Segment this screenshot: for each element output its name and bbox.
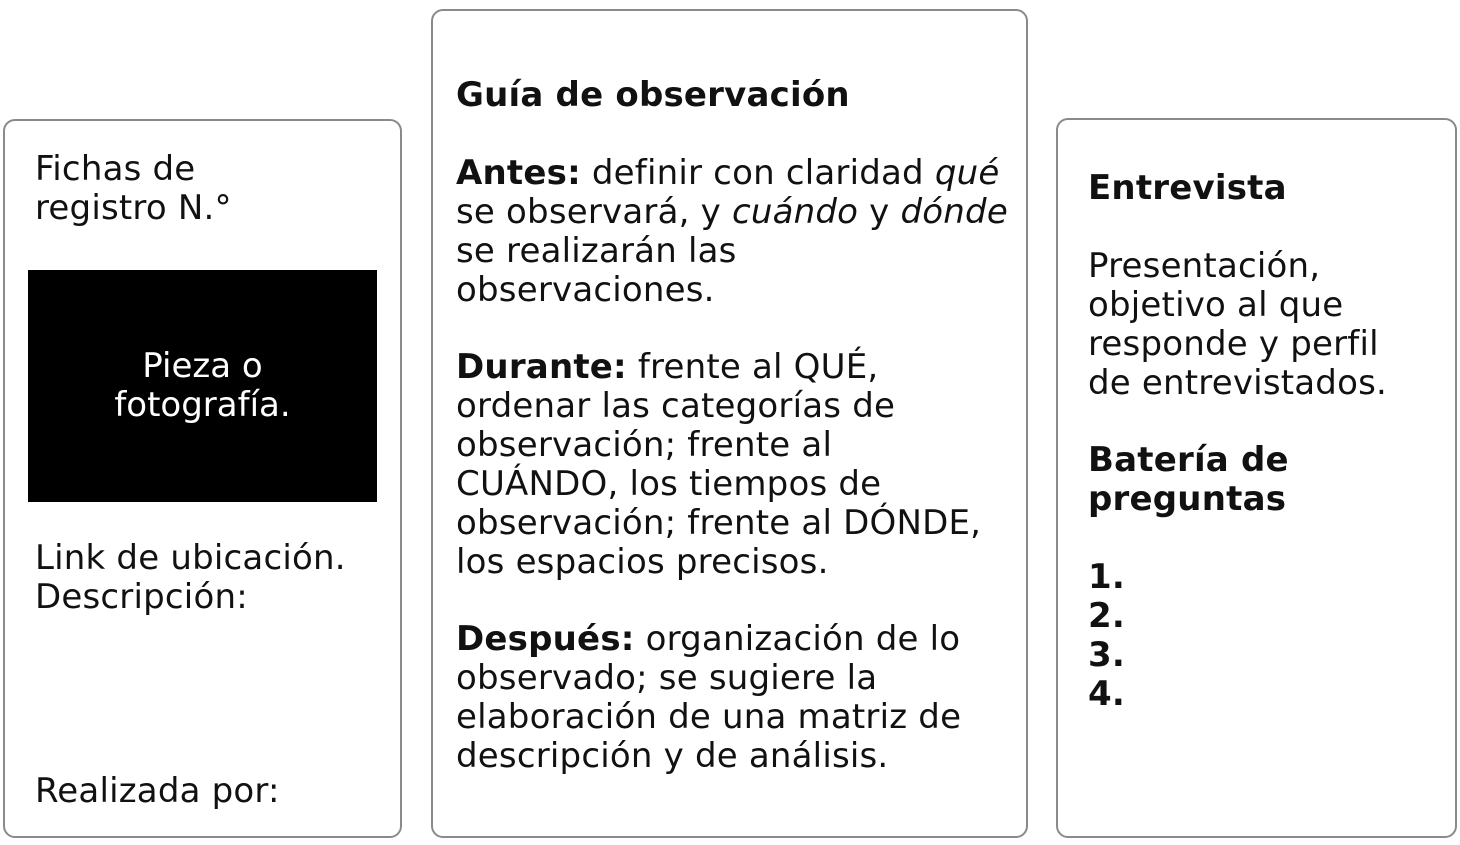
question-item: 3.: [1088, 635, 1125, 675]
entrevista-title: Entrevista: [1088, 168, 1287, 208]
ficha-link-description: [35, 539, 346, 617]
entrevista-intro: Presentación, objetivo al que responde y perfil de entrevistados.: [1088, 246, 1388, 403]
link-label: Link de ubicación.: [35, 538, 346, 578]
entrevista-card: [1056, 118, 1457, 838]
photo-placeholder: [28, 270, 377, 502]
guia-antes: Antes: definir con claridad qué se observará, y cuándo y dónde se realizarán las observaciones.: [456, 153, 1008, 310]
guia-observacion-card: [431, 9, 1028, 838]
question-item: 4.: [1088, 674, 1125, 714]
guia-durante: Durante: frente al QUÉ, ordenar las categorías de observación; frente al CUÁNDO, los tiempos de observación; frente al DÓNDE, los espacios precisos.: [456, 347, 982, 582]
despues-label: Después:: [456, 619, 635, 659]
antes-label: Antes:: [456, 153, 581, 193]
question-item: 2.: [1088, 596, 1125, 636]
photo-caption: Pieza o fotografía.: [114, 346, 291, 425]
ficha-title: Fichas de registro N.°: [35, 149, 232, 228]
question-item: 1.: [1088, 557, 1125, 597]
guia-title: Guía de observación: [456, 75, 850, 115]
question-list: [1088, 558, 1125, 714]
bateria-title: Batería de preguntas: [1088, 440, 1289, 519]
description-label: Descripción:: [35, 577, 248, 617]
durante-label: Durante:: [456, 347, 627, 387]
guia-despues: Después: organización de lo observado; se sugiere la elaboración de una matriz de descripción y de análisis.: [456, 619, 962, 776]
author-label: Realizada por:: [35, 771, 280, 811]
ficha-registro-card: [3, 119, 402, 838]
